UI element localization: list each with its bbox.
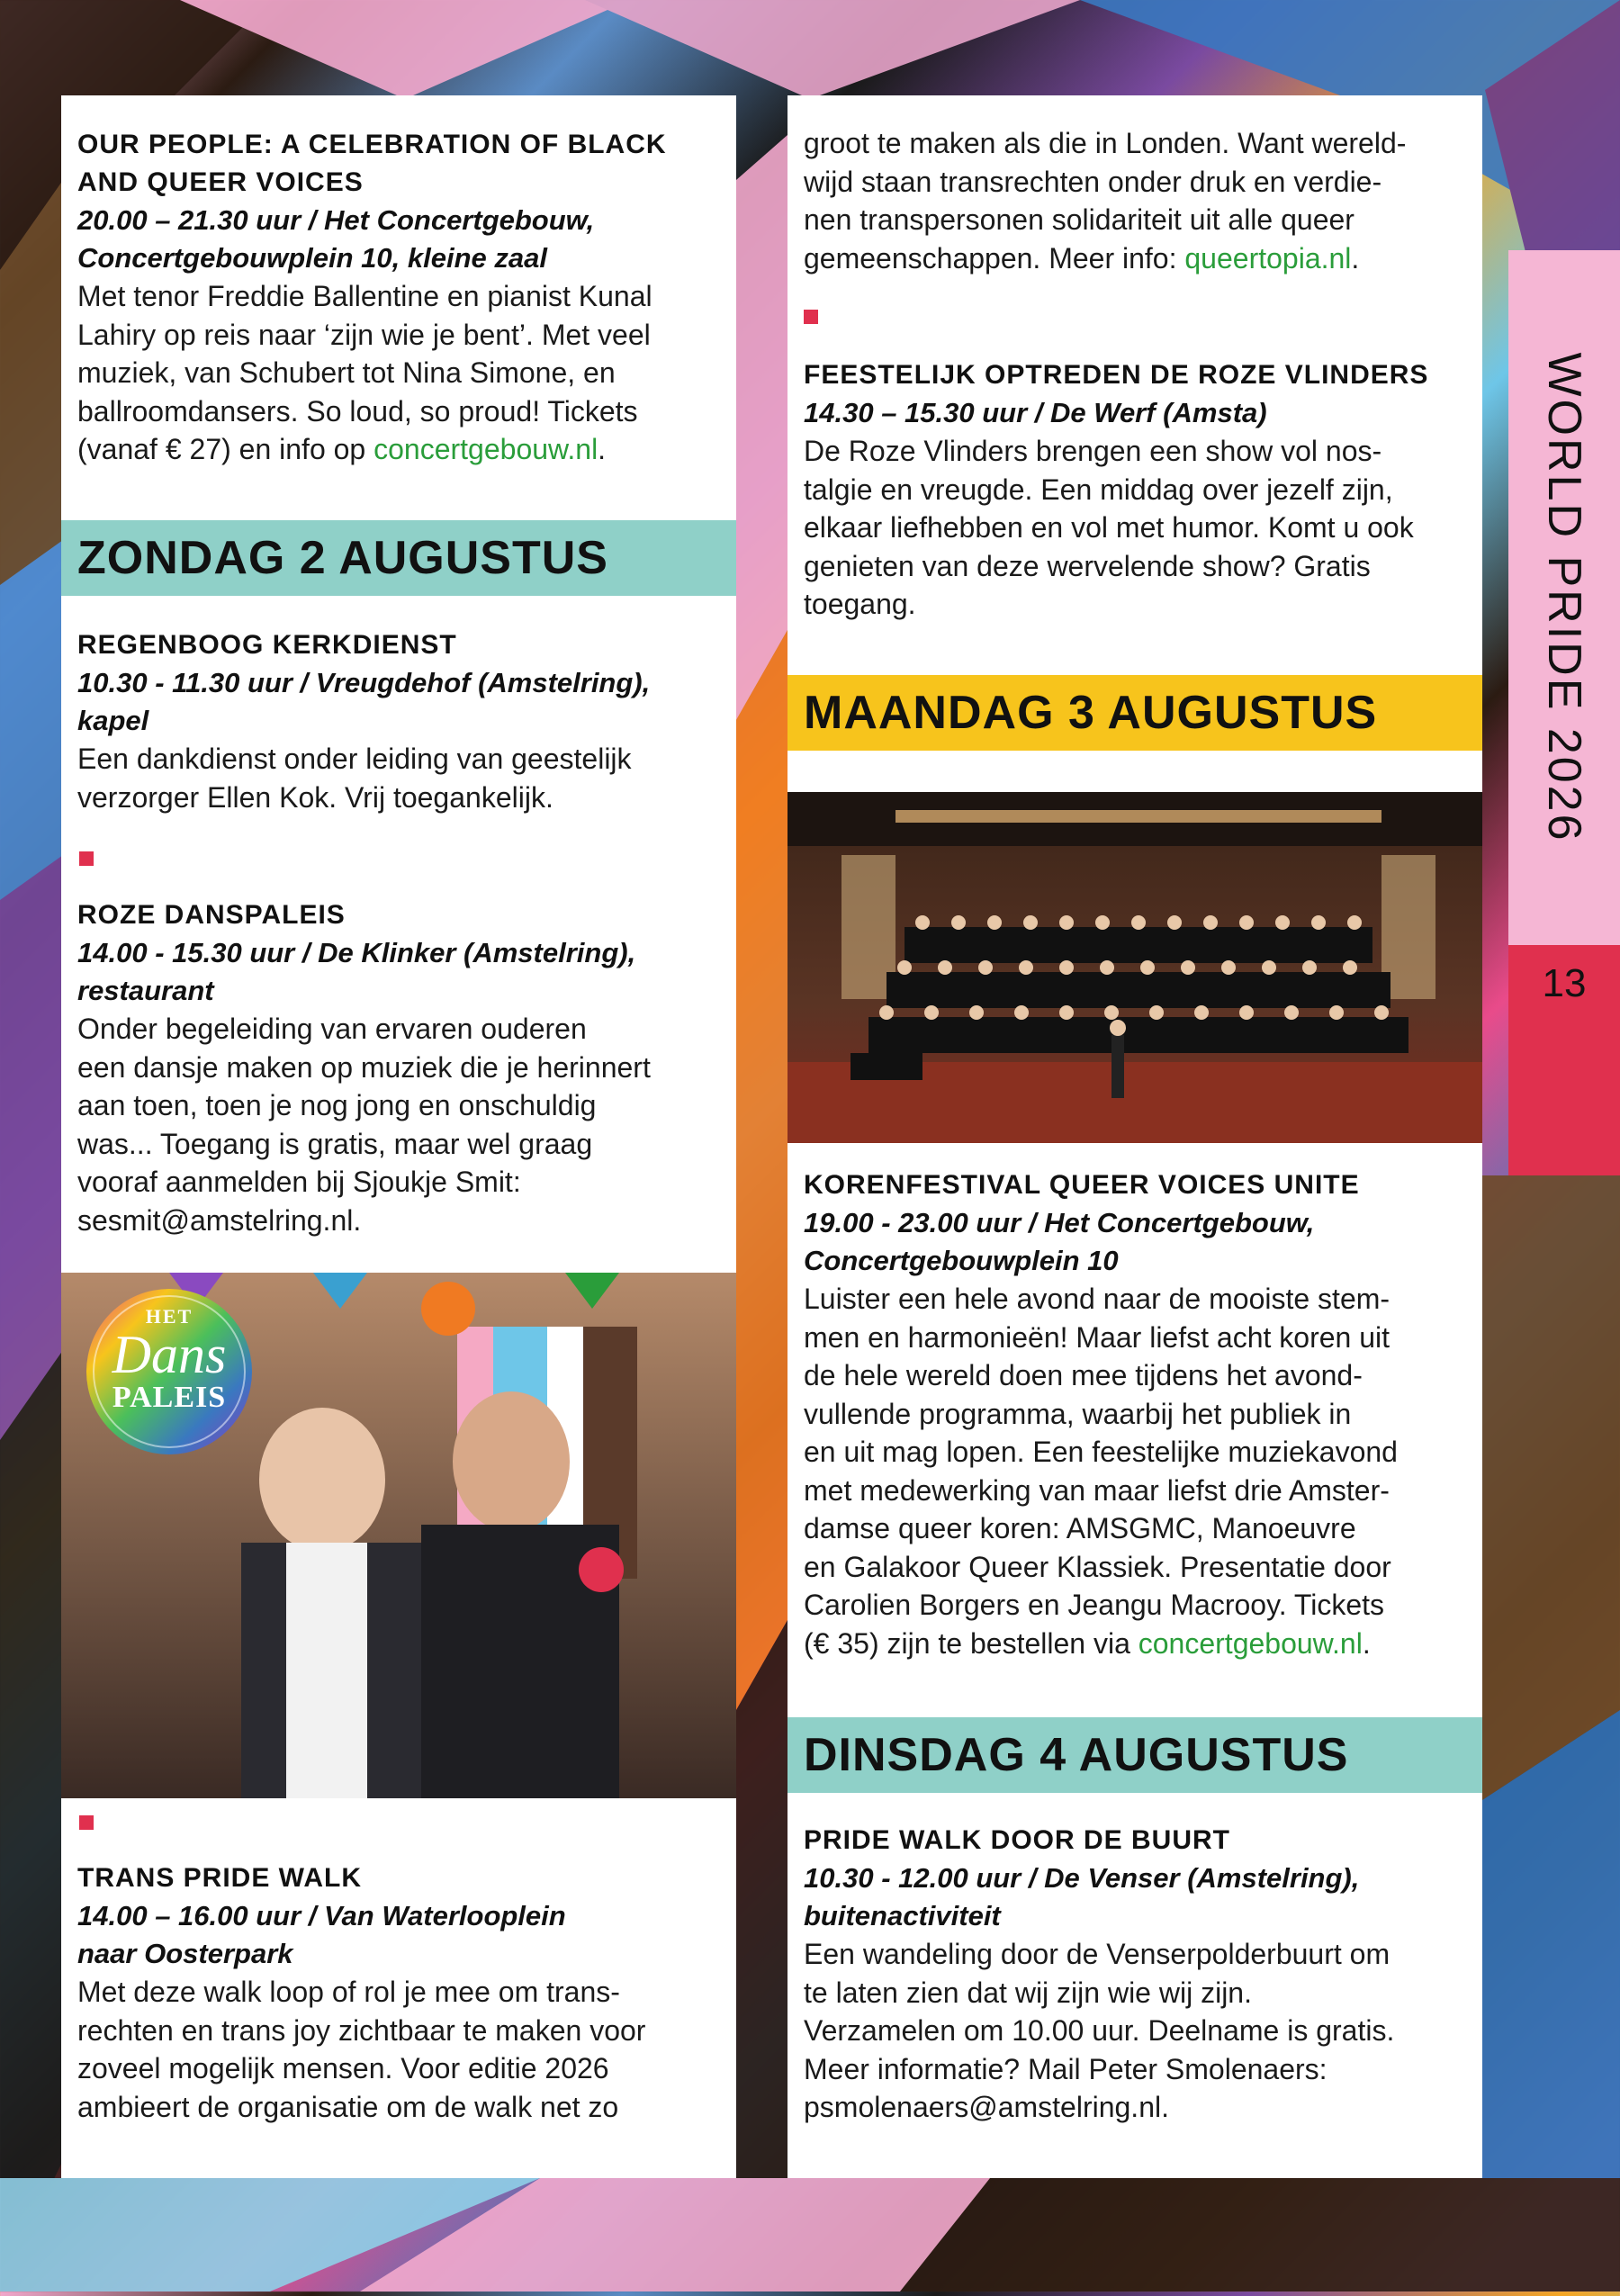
text-line: damse queer koren: AMSGMC, Manoeuvre — [804, 1512, 1356, 1544]
event-description — [77, 1010, 720, 1239]
text-line: was... Toegang is gratis, maar wel graag — [77, 1127, 593, 1160]
event-time: 14.00 – 16.00 uur / Van Waterlooplein — [77, 1900, 566, 1931]
text-line — [77, 430, 720, 469]
section-marker — [804, 310, 818, 324]
text-line — [804, 239, 1466, 278]
concertgebouw-link[interactable]: concertgebouw.nl — [1138, 1626, 1363, 1660]
choir-photo — [788, 792, 1482, 1143]
text-line: Een wandeling door de Venserpolderbuurt om — [804, 1938, 1390, 1970]
event-description — [804, 124, 1466, 277]
text: gemeenschappen. Meer info: — [804, 241, 1185, 275]
text-line: talgie en vreugde. Een middag over jezelf zijn, — [804, 473, 1393, 506]
event-title: ROZE DANSPALEIS — [77, 900, 346, 930]
event-description — [77, 277, 720, 469]
text: . — [1362, 1626, 1371, 1660]
text-line: de hele wereld doen mee tijdens het avond- — [804, 1359, 1363, 1391]
text-line: psmolenaers@amstelring.nl. — [804, 2091, 1169, 2123]
event-description — [804, 432, 1466, 624]
event-title: TRANS PRIDE WALK — [77, 1863, 362, 1893]
text-line: toegang. — [804, 588, 916, 620]
text-line: vullende programma, waarbij het publiek in — [804, 1397, 1352, 1430]
text-line: Luister een hele avond naar de mooiste stem- — [804, 1283, 1390, 1315]
text-line: ballroomdansers. So loud, so proud! Tickets — [77, 394, 638, 428]
event-continuation — [804, 124, 1466, 277]
event-time: kapel — [77, 705, 149, 736]
event-time: 19.00 - 23.00 uur / Het Concertgebouw, — [804, 1207, 1315, 1238]
queertopia-link[interactable]: queertopia.nl — [1184, 241, 1352, 275]
event-time: buitenactiviteit — [804, 1900, 1001, 1931]
day-heading-zondag: ZONDAG 2 AUGUSTUS — [61, 520, 736, 596]
logo-text: Dans — [112, 1325, 227, 1384]
logo-text: HET — [145, 1305, 194, 1328]
text-line: een dansje maken op muziek die je herinnert — [77, 1050, 651, 1084]
event-time: 14.30 – 15.30 uur / De Werf (Amsta) — [804, 397, 1267, 428]
event-title: OUR PEOPLE: A CELEBRATION OF BLACK — [77, 130, 667, 159]
event-time: naar Oosterpark — [77, 1938, 293, 1969]
text-line: De Roze Vlinders brengen een show vol nos- — [804, 435, 1382, 467]
text-line: sesmit@amstelring.nl. — [77, 1203, 362, 1237]
text-line: te laten zien dat wij zijn wie wij zijn. — [804, 1976, 1252, 2009]
event-time: 14.00 - 15.30 uur / De Klinker (Amstelring), — [77, 937, 636, 968]
side-tab-title: WORLD PRIDE 2026 — [1538, 352, 1590, 843]
day-heading-dinsdag: DINSDAG 4 AUGUSTUS — [788, 1717, 1482, 1793]
text-line — [804, 1625, 1466, 1663]
event-title: KORENFESTIVAL QUEER VOICES UNITE — [804, 1170, 1360, 1200]
event-regenboog — [77, 626, 720, 816]
text-line: groot te maken als die in Londen. Want wereld- — [804, 127, 1407, 159]
event-description — [77, 740, 720, 816]
text-line: Meer informatie? Mail Peter Smolenaers: — [804, 2052, 1328, 2085]
concertgebouw-link[interactable]: concertgebouw.nl — [374, 433, 598, 465]
text-line: verzorger Ellen Kok. Vrij toegankelijk. — [77, 780, 554, 814]
text-line: Carolien Borgers en Jeangu Macrooy. Tickets — [804, 1589, 1385, 1621]
page-number: 13 — [1542, 961, 1587, 1005]
text-line: en Galakoor Queer Klassiek. Presentatie door — [804, 1550, 1391, 1583]
event-description — [77, 1973, 720, 2126]
text-line: Met tenor Freddie Ballentine en pianist Kunal — [77, 280, 652, 312]
section-marker — [79, 851, 94, 866]
event-roze-danspaleis — [77, 896, 720, 1239]
text-line: vooraf aanmelden bij Sjoukje Smit: — [77, 1166, 521, 1198]
danspaleis-photo — [61, 1273, 736, 1798]
text-line: Met deze walk loop of rol je mee om trans- — [77, 1976, 620, 2008]
event-trans-pride-walk — [77, 1859, 720, 2126]
danspaleis-logo — [86, 1305, 252, 1415]
event-title: REGENBOOG KERKDIENST — [77, 630, 457, 660]
text-line: muziek, van Schubert tot Nina Simone, en — [77, 356, 616, 389]
event-time: 20.00 – 21.30 uur / Het Concertgebouw, — [77, 204, 595, 236]
logo-text: PALEIS — [112, 1381, 227, 1414]
event-time: 10.30 - 11.30 uur / Vreugdehof (Amstelring), — [77, 667, 651, 698]
text-line: ambieert de organisatie om de walk net zo — [77, 2090, 619, 2123]
day-heading-maandag: MAANDAG 3 AUGUSTUS — [788, 675, 1482, 751]
left-column — [61, 95, 736, 2178]
text-line: men en harmonieën! Maar liefst acht koren uit — [804, 1320, 1390, 1354]
text-line: en uit mag lopen. Een feestelijke muziekavond — [804, 1436, 1398, 1468]
event-time: restaurant — [77, 975, 214, 1006]
text-line: met medewerking van maar liefst drie Amster- — [804, 1473, 1390, 1507]
text-line: Een dankdienst onder leiding van geestelijk — [77, 743, 632, 775]
event-title: PRIDE WALK DOOR DE BUURT — [804, 1825, 1230, 1855]
event-pride-walk — [804, 1822, 1466, 2127]
event-korenfestival — [804, 1166, 1466, 1662]
event-time: 10.30 - 12.00 uur / De Venser (Amstelring), — [804, 1862, 1360, 1894]
text-line: Onder begeleiding van ervaren ouderen — [77, 1013, 587, 1045]
text-line: aan toen, toen je nog jong en onschuldig — [77, 1089, 597, 1121]
section-marker — [79, 1815, 94, 1830]
text-line: Verzamelen om 10.00 uur. Deelname is gratis. — [804, 2014, 1395, 2047]
text: . — [598, 433, 607, 465]
right-column — [788, 95, 1482, 2178]
text-line: Lahiry op reis naar ‘zijn wie je bent’. Met veel — [77, 318, 651, 351]
event-description — [804, 1280, 1466, 1662]
text-line: zoveel mogelijk mensen. Voor editie 2026 — [77, 2052, 609, 2084]
text-line: nen transpersonen solidariteit uit alle queer — [804, 203, 1354, 236]
text-line: wijd staan transrechten onder druk en verdie- — [804, 165, 1382, 198]
event-time: Concertgebouwplein 10, kleine zaal — [77, 242, 547, 274]
event-roze-vlinders — [804, 356, 1466, 624]
event-description — [804, 1935, 1466, 2127]
text-line: elkaar liefhebben en vol met humor. Komt u ook — [804, 511, 1414, 544]
event-title: FEESTELIJK OPTREDEN DE ROZE VLINDERS — [804, 360, 1429, 390]
text: (vanaf € 27) en info op — [77, 433, 374, 465]
event-title: AND QUEER VOICES — [77, 167, 364, 197]
text: (€ 35) zijn te bestellen via — [804, 1626, 1138, 1660]
text-line: genieten van deze wervelende show? Gratis — [804, 549, 1371, 582]
text: . — [1351, 241, 1360, 275]
event-time: Concertgebouwplein 10 — [804, 1245, 1119, 1276]
text-line: rechten en trans joy zichtbaar te maken voor — [77, 2013, 646, 2047]
event-our-people — [77, 126, 720, 469]
